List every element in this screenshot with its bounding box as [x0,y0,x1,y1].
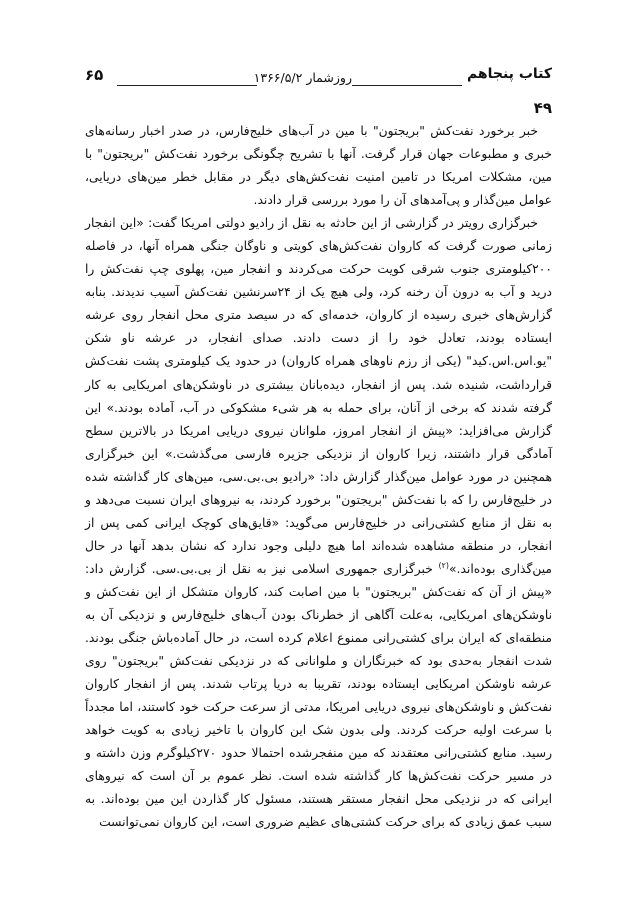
paragraph [85,212,552,834]
entry-body [85,120,552,834]
book-title: کتاب پنجاهم [466,66,552,82]
footnote-marker: (۲) [438,560,450,570]
header-rule [117,85,257,86]
header-rule [352,85,462,86]
paragraph-text: خبرگزاری رویتر در گزارشی از این حادثه به نقل از رادیو دولتی امریکا گفت: «این انفجار زمانی صورت گرفت که کاروان نفت‌کش‌های کویتی و ناوگان جنگی همراه آنها، در فاصله ۲۰۰کیلومتری جنوب شرقی کویت حرکت می‌کردند و انفجار مین، پهلوی چپ نفت‌کش را درید و آب به درون آن رخنه کرد، ولی هیچ یک از ۲۴سرنشین نفت‌کش آسیب ندیدند. بنابه گزارش‌های خبری رسیده از کاروان، خدمه‌ای که در سیصد متری محل انفجار روی عرشه ایستاده بودند، تعادل خود را از دست دادند. صدای انفجار، در عرشه ناو شکن "یو.اس.اس.کید" (یکی از رزم ناوهای همراه کاروان) در حدود یک کیلومتری پشت نفت‌کش قرارداشت، شنیده شد. پس از انفجار، دیده‌بانان بیشتری در ناوشکن‌های امریکایی به کار گرفته شدند که برخی از آنان، برای حمله به هر شیء مشکوکی در آب، آماده بودند.» این گزارش می‌افزاید: «پیش از انفجار امروز، ملوانان نیروی دریایی امریکا در بالاترین سطح آمادگی قرار داشتند، زیرا کاروان از نزدیکی جزیره فارسی می‌گذشت.» این خبرگزاری همچنین در مورد عوامل مین‌گذار گزارش داد: «رادیو بی.بی.سی، مین‌های کار گذاشته شده در خلیج‌فارس را که با نفت‌کش "بریجتون" برخورد کردند، به نیروهای ایران نسبت می‌دهد و به نقل از منابع کشتی‌رانی در خلیج‌فارس می‌گوید: «قایق‌های کوچک ایرانی کمی پس از انفجار، در منطقه مشاهده شده‌اند اما هیچ دلیلی وجود ندارد که نشان بدهد آنها در حال مین‌گذاری بوده‌اند.» [85,216,552,576]
paragraph-text: خبرگزاری جمهوری اسلامی نیز به نقل از بی.بی.سی. گزارش داد: «پیش از آن که نفت‌کش "بریجتون" با مین اصابت کند، کاروان متشکل از این نفت‌کش و ناوشکن‌های امریکایی، به‌علت آگاهی از خطرناک بودن آب‌های خلیج‌فارس و نزدیکی آن به منطقه‌ای که ایران برای کشتی‌رانی ممنوع اعلام کرده است، در حال آماده‌باش جنگی بودند. شدت انفجار به‌حدی بود که خبرنگاران و ملوانانی که در نزدیکی نفت‌کش "بریجتون" روی عرشه ناوشکن امریکایی ایستاده بودند، تقریبا به دریا پرتاب شدند. پس از انفجار کاروان نفت‌کش و ناوشکن‌های نیروی دریایی امریکا، مدتی از سرعت حرکت خود کاستند، اما مجدداً با سرعت اولیه حرکت کردند. ولی بدون شک این کاروان با تاخیر زیادی به کویت خواهد رسید. منابع کشتی‌رانی معتقدند که مین منفجرشده احتمالا حدود ۲۷۰کیلوگرم وزن داشته و در مسیر حرکت نفت‌کش‌ها کار گذاشته شده است. نظر عموم بر آن است که نیروهای ایرانی که در نزدیکی محل انفجار مستقر هستند، مسئول کار گذاردن این مین بوده‌اند. به سبب عمق زیادی که برای حرکت کشتی‌های عظیم ضروری است، این کاروان نمی‌توانست [85,561,553,830]
page-number: ۶۵ [85,66,104,84]
paragraph: خبر برخورد نفت‌کش "بریجتون" با مین در آب‌های خلیج‌فارس، در صدر اخبار رسانه‌های خبری و مطبوعات جهان قرار گرفت. آنها با تشریح چگونگی برخورد نفت‌کش "بریجتون" با مین، مشکلات امریکا در تامین امنیت نفت‌کش‌های دیگر در مقابل خطر مین‌های دریایی، عوامل مین‌گذار و پی‌آمدهای آن را مورد بررسی قرار دادند. [85,124,552,208]
entry-number: ۴۹ [533,99,552,117]
page-header [85,66,552,92]
diary-date-label: روزشمار ۱۳۶۶/۵/۲ [253,70,352,85]
